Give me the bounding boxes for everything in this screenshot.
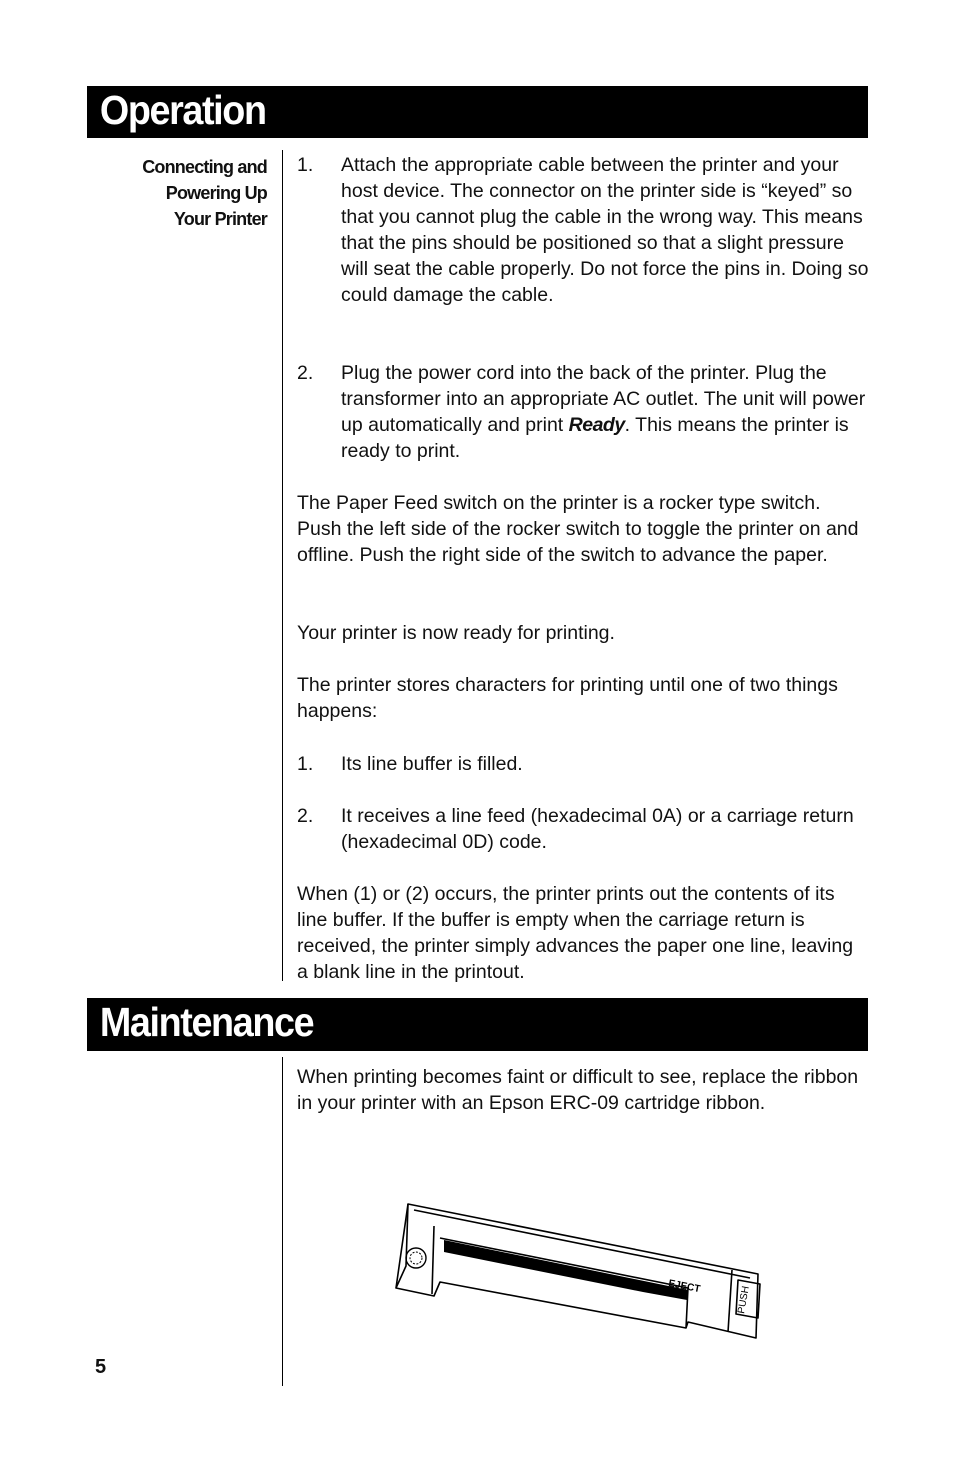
list-item <box>297 152 869 308</box>
list-text: Its line buffer is filled. <box>341 753 523 775</box>
ready-emphasis: Ready <box>568 414 625 436</box>
page-number: 5 <box>95 1356 107 1378</box>
operation-body <box>297 620 869 646</box>
operation-body <box>297 751 869 777</box>
section-title: Operation <box>99 87 266 133</box>
vertical-rule <box>282 1057 283 1386</box>
list-text: Attach the appropriate cable between the printer and your host device. The connector on the printer side is “keyed” so that you cannot plug the cable in the wrong way. This means that the pins should be positioned so that a slight pressure will seat the cable properly. Do not force the pins in. Doing so could damage the cable. <box>341 154 869 306</box>
list-item <box>297 803 869 855</box>
step2-text-b: . This means the printer is ready to print. <box>341 414 849 462</box>
list-item <box>297 360 869 464</box>
ribbon-cartridge-illustration <box>388 1196 768 1346</box>
side-heading-line: Connecting and <box>142 157 267 177</box>
maintenance-body <box>297 1064 869 1116</box>
paragraph-paper-feed: The Paper Feed switch on the printer is a rocker type switch. Push the left side of the rocker switch to toggle the printer on and offline. Push the right side of the switch to advance the paper. <box>297 492 859 566</box>
list-number: 1. <box>297 154 314 176</box>
section-banner-operation <box>87 86 868 138</box>
list-number: 1. <box>297 753 314 775</box>
list-text <box>341 360 869 464</box>
paragraph-when: When (1) or (2) occurs, the printer prints out the contents of its line buffer. If the buffer is empty when the carriage return is received, the printer simply advances the paper one line, leaving a blank line in the printout. <box>297 883 854 983</box>
knob-icon <box>406 1248 426 1268</box>
cartridge-right-end <box>728 1270 732 1332</box>
step2-text-a: Plug the power cord into the back of the printer. Plug the transformer into an appropriate AC outlet. The unit will power up automatically and print <box>341 362 866 436</box>
operation-body <box>297 152 869 308</box>
eject-label: EJECT <box>667 1278 702 1296</box>
push-label: PUSH <box>736 1285 752 1315</box>
side-heading-line: Powering Up <box>165 183 267 203</box>
vertical-rule <box>282 150 283 981</box>
operation-body <box>297 360 869 464</box>
list-item <box>297 751 869 777</box>
cartridge-top-edge <box>414 1210 750 1278</box>
operation-body <box>297 672 869 724</box>
section-banner-maintenance <box>87 998 868 1051</box>
side-heading <box>100 154 267 232</box>
paragraph-maintenance: When printing becomes faint or difficult to see, replace the ribbon in your printer with an Epson ERC-09 cartridge ribbon. <box>297 1066 859 1114</box>
list-number: 2. <box>297 805 314 827</box>
paragraph-ready: Your printer is now ready for printing. <box>297 622 615 644</box>
list-number: 2. <box>297 362 314 384</box>
list-text: It receives a line feed (hexadecimal 0A) or a carriage return (hexadecimal 0D) code. <box>341 805 854 853</box>
operation-body <box>297 490 869 568</box>
operation-body <box>297 803 869 855</box>
paragraph-stores: The printer stores characters for printing until one of two things happens: <box>297 674 838 722</box>
section-title: Maintenance <box>99 999 314 1045</box>
ribbon-strip <box>444 1240 688 1300</box>
cartridge-left-edge <box>432 1226 434 1294</box>
operation-body <box>297 881 869 985</box>
side-heading-line: Your Printer <box>173 209 267 229</box>
